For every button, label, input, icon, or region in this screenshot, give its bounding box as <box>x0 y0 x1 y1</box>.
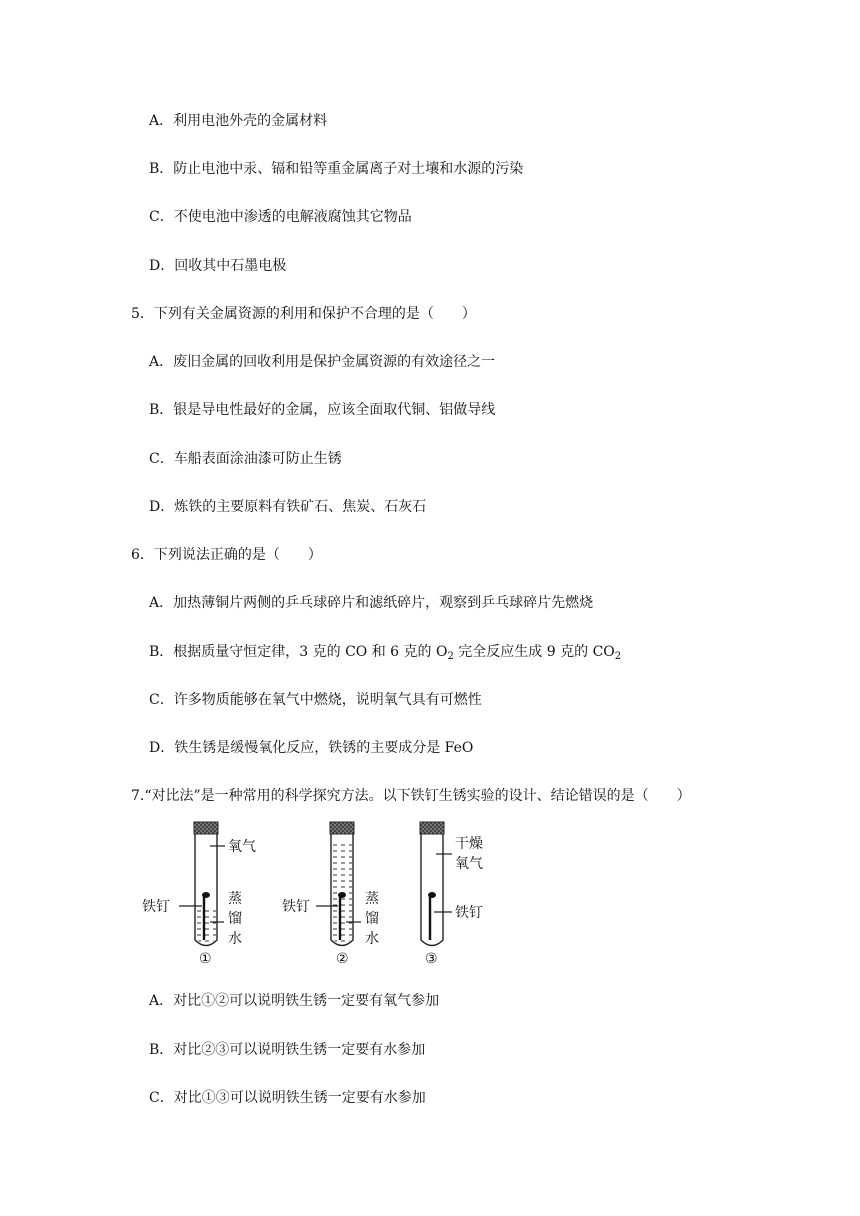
q5-option-c: C．车船表面涂油漆可防止生锈 <box>149 451 342 467</box>
tube-1-water-label-3: 水 <box>228 931 242 947</box>
tube-1-nail-label: 铁钉 <box>142 899 170 915</box>
tube-2-nail-label: 铁钉 <box>282 899 310 915</box>
q4-option-c: C．不使电池中渗透的电解液腐蚀其它物品 <box>149 209 412 225</box>
q6-option-b-subscript-1: 2 <box>447 651 454 662</box>
q6-option-d: D．铁生锈是缓慢氧化反应，铁锈的主要成分是 FeO <box>149 740 474 756</box>
q7-option-a: A．对比①②可以说明铁生锈一定要有氧气参加 <box>149 993 440 1009</box>
tube-3-number: ③ <box>425 951 438 967</box>
q6-option-b-subscript-2: 2 <box>614 651 622 662</box>
tube-3-nail-label: 铁钉 <box>455 905 483 921</box>
q7-option-b: B．对比②③可以说明铁生锈一定要有水参加 <box>149 1042 426 1058</box>
q4-option-b: B．防止电池中汞、镉和铅等重金属离子对土壤和水源的污染 <box>149 161 524 177</box>
tube-1-number: ① <box>199 951 212 967</box>
q7-stem: 7.“对比法”是一种常用的科学探究方法。以下铁钉生锈实验的设计、结论错误的是（ ） <box>131 788 691 804</box>
q5-option-b: B．银是导电性最好的金属，应该全面取代铜、铝做导线 <box>149 402 496 418</box>
nail-rust-experiment-figure <box>140 818 520 968</box>
tube-2-number: ② <box>336 951 349 967</box>
q5-option-d: D．炼铁的主要原料有铁矿石、焦炭、石灰石 <box>149 499 427 515</box>
q6-option-b-text-2: 完全反应生成 9 克的 CO <box>453 644 615 660</box>
tube-2 <box>282 822 379 967</box>
tube-2-stopper <box>330 822 354 834</box>
q5-option-a: A．废旧金属的回收利用是保护金属资源的有效途径之一 <box>149 354 496 370</box>
tube-3-glass <box>421 834 443 946</box>
test-tubes-diagram <box>140 818 520 968</box>
q5-stem: 5．下列有关金属资源的利用和保护不合理的是（ ） <box>131 306 476 322</box>
tube-1-water <box>196 908 216 944</box>
tube-1-gas-label: 氧气 <box>228 839 256 855</box>
q4-option-a: A．利用电池外壳的金属材料 <box>149 113 328 129</box>
tube-2-water-label-3: 水 <box>365 931 379 947</box>
q6-option-b-text-1: B．根据质量守恒定律，3 克的 CO 和 6 克的 O <box>149 644 448 660</box>
q6-option-c: C．许多物质能够在氧气中燃烧，说明氧气具有可燃性 <box>149 692 482 708</box>
tube-1-stopper <box>194 822 218 834</box>
tube-1-water-label-2: 馏 <box>228 911 242 927</box>
tube-1-water-label-1: 蒸 <box>228 891 242 907</box>
tube-1 <box>142 822 256 967</box>
tube-2-water-label-1: 蒸 <box>365 891 379 907</box>
q6-option-a: A．加热薄铜片两侧的乒乓球碎片和滤纸碎片，观察到乒乓球碎片先燃烧 <box>149 595 594 611</box>
tube-2-water-label-2: 馏 <box>365 911 379 927</box>
q7-option-c: C．对比①③可以说明铁生锈一定要有水参加 <box>149 1090 426 1106</box>
tube-3 <box>420 822 483 967</box>
q4-option-d: D．回收其中石墨电极 <box>149 258 287 274</box>
tube-3-stopper <box>420 822 444 834</box>
tube-3-gas-label-1: 干燥 <box>455 836 483 852</box>
tube-3-gas-label-2: 氧气 <box>455 856 483 872</box>
q6-option-b <box>149 643 621 661</box>
q6-stem: 6．下列说法正确的是（ ） <box>131 547 322 563</box>
